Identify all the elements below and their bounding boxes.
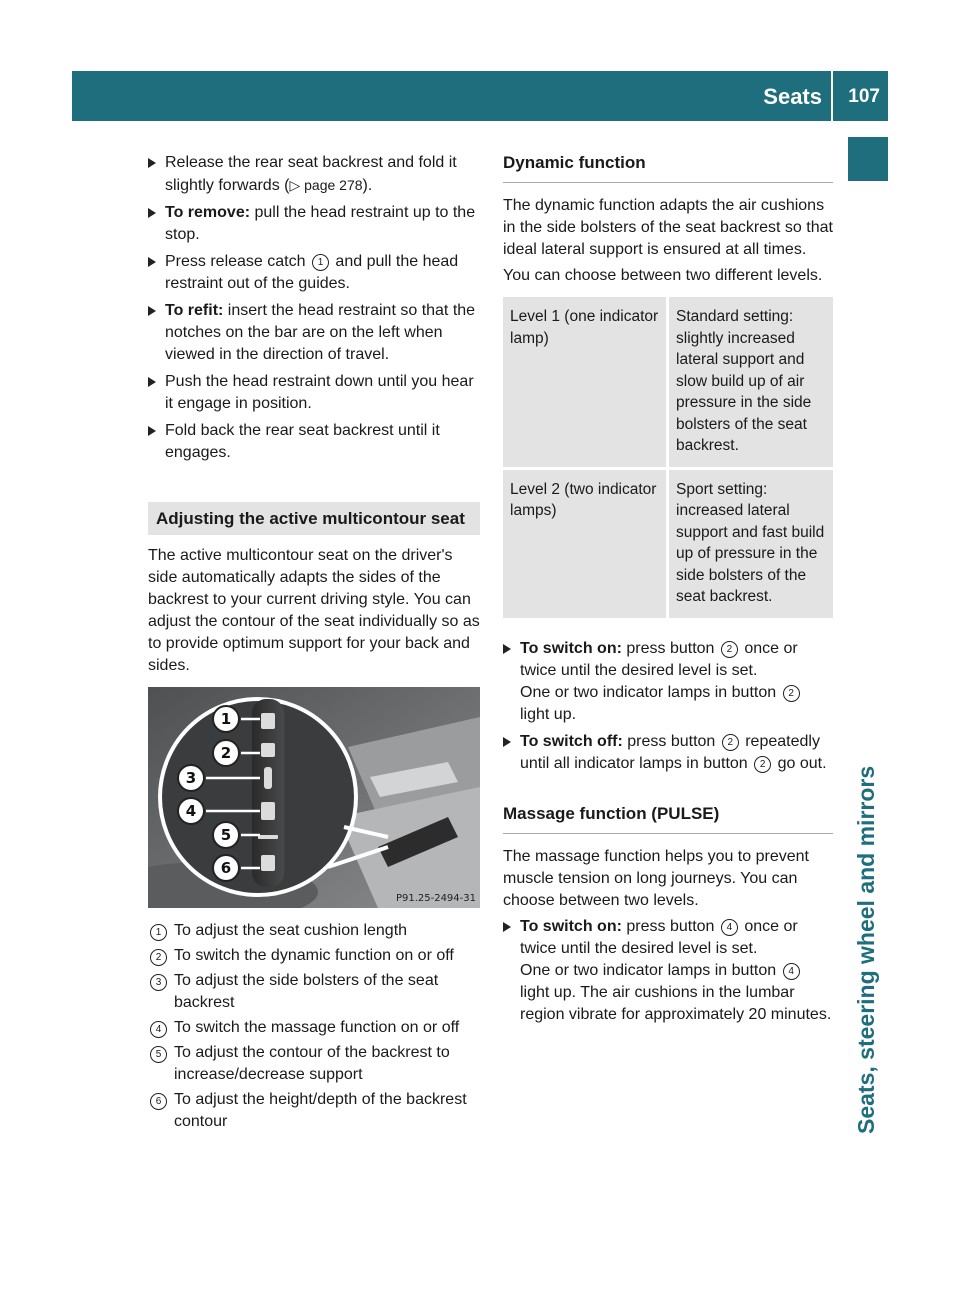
levels-table xyxy=(503,297,833,618)
page-number: 107 xyxy=(848,86,880,107)
callout-number: 2 xyxy=(754,756,771,773)
callout-number: 4 xyxy=(721,919,738,936)
massage-function-heading: Massage function (PULSE) xyxy=(503,803,833,834)
callout-number: 2 xyxy=(783,685,800,702)
left-column xyxy=(148,152,480,1136)
legend-item: 1 To adjust the seat cushion length xyxy=(148,920,480,942)
right-column xyxy=(503,152,833,1031)
figure-callout-3: 3 xyxy=(185,769,197,787)
instruction-step: Release the rear seat backrest and fold it slightly forwards (▷ page 278). xyxy=(148,152,480,197)
instruction-step: Fold back the rear seat backrest until it engages. xyxy=(148,420,480,464)
level-description-cell: Standard setting: slightly increased lateral support and slow build up of air pressure in the side bolsters of the seat backrest. xyxy=(669,297,833,467)
callout-number: 3 xyxy=(150,974,167,991)
callout-number: 2 xyxy=(722,734,739,751)
header-divider xyxy=(831,71,833,121)
callout-number: 4 xyxy=(150,1021,167,1038)
section-title: Seats xyxy=(763,84,822,109)
page-header xyxy=(72,71,888,121)
figure-callout-1: 1 xyxy=(220,710,232,728)
level-cell: Level 1 (one indicator lamp) xyxy=(503,297,669,467)
callout-number: 5 xyxy=(150,1046,167,1063)
legend-item: 5 To adjust the contour of the backrest to increase/decrease support xyxy=(148,1042,480,1086)
instruction-step: To refit: insert the head restraint so that the notches on the bar are on the left when viewed in the direction of travel. xyxy=(148,300,480,366)
instruction-step: To remove: pull the head restraint up to the stop. xyxy=(148,202,480,246)
legend-item: 4 To switch the massage function on or off xyxy=(148,1017,480,1039)
dynamic-choose: You can choose between two different levels. xyxy=(503,267,823,284)
callout-number: 2 xyxy=(721,641,738,658)
seat-controls-figure xyxy=(148,687,480,908)
step-arrow-icon xyxy=(503,644,511,654)
callout-number: 6 xyxy=(150,1093,167,1110)
step-arrow-icon xyxy=(148,426,156,436)
level-description-cell: Sport setting: increased lateral support and fast build up of pressure in the side bolsters of the seat backrest. xyxy=(669,467,833,618)
callout-number: 4 xyxy=(783,963,800,980)
instruction-step: Push the head restraint down until you hear it engage in position. xyxy=(148,371,480,415)
level-cell: Level 2 (two indicator lamps) xyxy=(503,467,669,618)
step-arrow-icon xyxy=(148,208,156,218)
instruction-step: To switch off: press button 2 repeatedly until all indicator lamps in button 2 go out. xyxy=(503,731,833,775)
step-arrow-icon xyxy=(148,306,156,316)
step-arrow-icon xyxy=(503,737,511,747)
page-reference-link[interactable]: ▷ page 278 xyxy=(289,177,363,193)
figure-callout-5: 5 xyxy=(220,826,232,844)
callout-number: 2 xyxy=(150,949,167,966)
table-row xyxy=(503,297,833,467)
step-arrow-icon xyxy=(148,257,156,267)
instruction-step: Press release catch 1 and pull the head restraint out of the guides. xyxy=(148,251,480,295)
legend-item: 6 To adjust the height/depth of the backrest contour xyxy=(148,1089,480,1133)
callout-number: 1 xyxy=(312,254,329,271)
chapter-title: Seats, steering wheel and mirrors xyxy=(853,765,879,1134)
table-row xyxy=(503,467,833,618)
seat-controls-illustration xyxy=(148,687,480,908)
callout-number: 1 xyxy=(150,924,167,941)
figure-callout-2: 2 xyxy=(220,744,232,762)
step-arrow-icon xyxy=(503,922,511,932)
step-arrow-icon xyxy=(148,158,156,168)
section-heading: Adjusting the active multicontour seat xyxy=(148,502,480,535)
step-arrow-icon xyxy=(148,377,156,387)
legend-item: 2 To switch the dynamic function on or off xyxy=(148,945,480,967)
chapter-tab-marker xyxy=(848,137,888,181)
dynamic-intro: The dynamic function adapts the air cushions in the side bolsters of the seat backrest so that ideal lateral support is ensured at all times. xyxy=(503,197,833,258)
legend-item: 3 To adjust the side bolsters of the seat backrest xyxy=(148,970,480,1014)
figure-callout-4: 4 xyxy=(185,802,197,820)
massage-intro: The massage function helps you to prevent muscle tension on long journeys. You can choose between two levels. xyxy=(503,847,809,909)
instruction-step: To switch on: press button 2 once or twice until the desired level is set. One or two indicator lamps in button 2 light up. xyxy=(503,638,833,726)
figure-callout-6: 6 xyxy=(220,859,232,877)
instruction-step: To switch on: press button 4 once or twice until the desired level is set. One or two indicator lamps in button 4 light up. The air cushions in the lumbar region vibrate for approximately 20 minutes. xyxy=(503,916,833,1026)
dynamic-function-heading: Dynamic function xyxy=(503,152,833,183)
intro-paragraph: The active multicontour seat on the driver's side automatically adapts the sides of the backrest to your current driving style. You can adjust the contour of the seat individually so as to provide optimum support for your back and sides. xyxy=(148,547,480,674)
figure-code: P91.25-2494-31 xyxy=(395,893,476,904)
